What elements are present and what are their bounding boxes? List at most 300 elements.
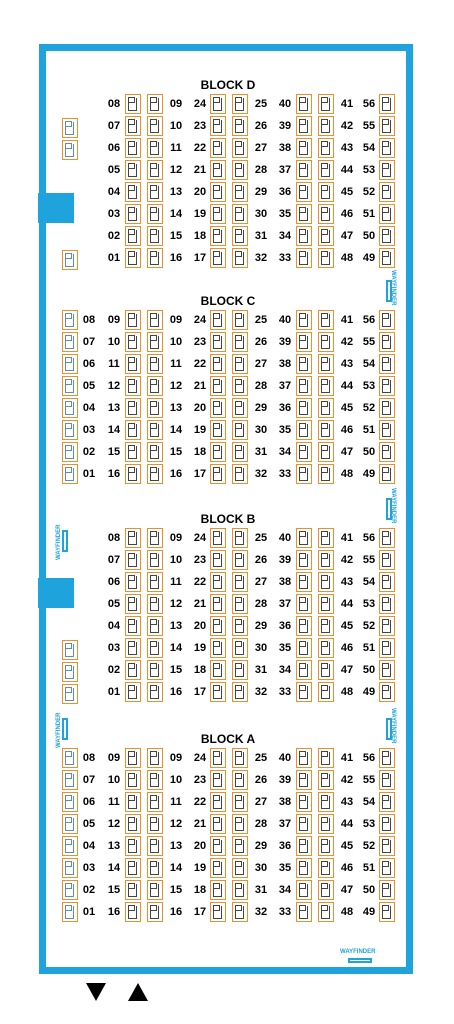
booth[interactable] bbox=[232, 616, 248, 636]
booth[interactable] bbox=[62, 792, 78, 812]
booth[interactable] bbox=[125, 836, 141, 856]
booth[interactable] bbox=[318, 880, 334, 900]
booth[interactable] bbox=[210, 770, 226, 790]
booth[interactable] bbox=[232, 182, 248, 202]
booth[interactable] bbox=[296, 748, 312, 768]
booth[interactable] bbox=[147, 638, 163, 658]
booth[interactable] bbox=[318, 528, 334, 548]
booth[interactable] bbox=[210, 792, 226, 812]
booth[interactable] bbox=[296, 902, 312, 922]
booth[interactable] bbox=[296, 682, 312, 702]
booth[interactable] bbox=[232, 332, 248, 352]
booth[interactable] bbox=[232, 442, 248, 462]
booth[interactable] bbox=[379, 160, 395, 180]
booth[interactable] bbox=[125, 748, 141, 768]
booth[interactable] bbox=[125, 442, 141, 462]
booth-icon bbox=[150, 796, 159, 809]
booth-number: 41 bbox=[340, 98, 354, 110]
booth[interactable] bbox=[232, 420, 248, 440]
booth-icon bbox=[65, 380, 74, 393]
booth[interactable] bbox=[210, 594, 226, 614]
booth[interactable] bbox=[125, 682, 141, 702]
booth[interactable] bbox=[147, 354, 163, 374]
booth[interactable] bbox=[232, 770, 248, 790]
booth[interactable] bbox=[232, 354, 248, 374]
booth[interactable] bbox=[125, 594, 141, 614]
booth[interactable] bbox=[379, 880, 395, 900]
booth-icon bbox=[213, 752, 222, 765]
booth[interactable] bbox=[296, 332, 312, 352]
booth[interactable] bbox=[232, 550, 248, 570]
booth[interactable] bbox=[296, 616, 312, 636]
booth[interactable] bbox=[232, 594, 248, 614]
booth[interactable] bbox=[62, 420, 78, 440]
booth[interactable] bbox=[210, 638, 226, 658]
booth[interactable] bbox=[232, 880, 248, 900]
booth[interactable] bbox=[296, 376, 312, 396]
wayfinder-label: WAYFINDER bbox=[56, 524, 62, 560]
booth[interactable] bbox=[318, 160, 334, 180]
booth-icon bbox=[128, 554, 137, 567]
booth[interactable] bbox=[125, 770, 141, 790]
booth-number: 11 bbox=[170, 796, 182, 808]
booth[interactable] bbox=[379, 248, 395, 268]
booth[interactable] bbox=[379, 660, 395, 680]
booth-icon bbox=[235, 906, 244, 919]
booth-number: 22 bbox=[193, 142, 207, 154]
booth-number: 14 bbox=[169, 642, 183, 654]
booth[interactable] bbox=[318, 550, 334, 570]
booth[interactable] bbox=[210, 814, 226, 834]
booth[interactable] bbox=[318, 638, 334, 658]
booth[interactable] bbox=[379, 226, 395, 246]
booth[interactable] bbox=[379, 572, 395, 592]
booth[interactable] bbox=[62, 880, 78, 900]
booth-icon bbox=[150, 380, 159, 393]
booth[interactable] bbox=[296, 464, 312, 484]
booth[interactable] bbox=[210, 660, 226, 680]
booth[interactable] bbox=[147, 836, 163, 856]
booth[interactable] bbox=[232, 660, 248, 680]
booth-icon bbox=[299, 576, 308, 589]
booth[interactable] bbox=[210, 616, 226, 636]
booth[interactable] bbox=[125, 182, 141, 202]
booth[interactable] bbox=[296, 792, 312, 812]
booth[interactable] bbox=[318, 748, 334, 768]
booth[interactable] bbox=[379, 792, 395, 812]
booth-number: 53 bbox=[362, 818, 376, 830]
booth[interactable] bbox=[147, 332, 163, 352]
booth[interactable] bbox=[379, 814, 395, 834]
booth[interactable] bbox=[232, 638, 248, 658]
booth[interactable] bbox=[62, 442, 78, 462]
booth[interactable] bbox=[125, 814, 141, 834]
booth[interactable] bbox=[296, 226, 312, 246]
booth[interactable] bbox=[232, 858, 248, 878]
booth[interactable] bbox=[210, 160, 226, 180]
booth[interactable] bbox=[318, 572, 334, 592]
booth-icon bbox=[299, 642, 308, 655]
booth[interactable] bbox=[210, 682, 226, 702]
booth[interactable] bbox=[296, 182, 312, 202]
booth-number: 56 bbox=[362, 752, 376, 764]
booth[interactable] bbox=[147, 616, 163, 636]
booth[interactable] bbox=[210, 138, 226, 158]
booth[interactable] bbox=[147, 204, 163, 224]
booth[interactable] bbox=[379, 94, 395, 114]
booth[interactable] bbox=[379, 182, 395, 202]
booth[interactable] bbox=[210, 464, 226, 484]
booth[interactable] bbox=[232, 792, 248, 812]
booth[interactable] bbox=[379, 682, 395, 702]
booth-number: 29 bbox=[254, 840, 268, 852]
booth[interactable] bbox=[232, 376, 248, 396]
booth[interactable] bbox=[296, 836, 312, 856]
booth[interactable] bbox=[379, 464, 395, 484]
booth[interactable] bbox=[147, 116, 163, 136]
booth[interactable] bbox=[147, 528, 163, 548]
booth[interactable] bbox=[62, 250, 78, 270]
booth[interactable] bbox=[296, 880, 312, 900]
booth[interactable] bbox=[147, 572, 163, 592]
booth-icon bbox=[150, 98, 159, 111]
booth[interactable] bbox=[232, 528, 248, 548]
booth[interactable] bbox=[379, 528, 395, 548]
booth[interactable] bbox=[125, 160, 141, 180]
booth[interactable] bbox=[318, 442, 334, 462]
booth-number: 54 bbox=[362, 358, 376, 370]
booth[interactable] bbox=[318, 902, 334, 922]
booth[interactable] bbox=[318, 770, 334, 790]
booth[interactable] bbox=[318, 332, 334, 352]
booth[interactable] bbox=[210, 858, 226, 878]
booth-number: 11 bbox=[108, 358, 120, 370]
booth[interactable] bbox=[210, 94, 226, 114]
booth[interactable] bbox=[125, 354, 141, 374]
booth[interactable] bbox=[125, 226, 141, 246]
booth[interactable] bbox=[125, 660, 141, 680]
booth[interactable] bbox=[210, 748, 226, 768]
booth[interactable] bbox=[379, 638, 395, 658]
booth-number: 21 bbox=[193, 598, 207, 610]
booth[interactable] bbox=[125, 332, 141, 352]
booth[interactable] bbox=[125, 528, 141, 548]
booth[interactable] bbox=[147, 138, 163, 158]
booth[interactable] bbox=[125, 550, 141, 570]
booth[interactable] bbox=[210, 248, 226, 268]
booth[interactable] bbox=[125, 138, 141, 158]
booth[interactable] bbox=[62, 858, 78, 878]
booth[interactable] bbox=[147, 464, 163, 484]
booth[interactable] bbox=[62, 770, 78, 790]
booth[interactable] bbox=[147, 442, 163, 462]
booth[interactable] bbox=[232, 572, 248, 592]
booth[interactable] bbox=[379, 858, 395, 878]
booth-number: 04 bbox=[107, 620, 121, 632]
booth[interactable] bbox=[62, 354, 78, 374]
booth-number: 42 bbox=[340, 336, 354, 348]
booth[interactable] bbox=[210, 226, 226, 246]
booth[interactable] bbox=[62, 464, 78, 484]
booth[interactable] bbox=[125, 248, 141, 268]
booth[interactable] bbox=[379, 594, 395, 614]
booth[interactable] bbox=[147, 550, 163, 570]
booth-number: 38 bbox=[278, 358, 292, 370]
booth-icon bbox=[382, 164, 391, 177]
booth[interactable] bbox=[125, 116, 141, 136]
booth[interactable] bbox=[318, 354, 334, 374]
booth[interactable] bbox=[296, 354, 312, 374]
booth-icon bbox=[299, 620, 308, 633]
booth[interactable] bbox=[125, 420, 141, 440]
booth[interactable] bbox=[379, 836, 395, 856]
booth[interactable] bbox=[232, 160, 248, 180]
booth[interactable] bbox=[296, 550, 312, 570]
booth-icon bbox=[235, 642, 244, 655]
booth[interactable] bbox=[232, 116, 248, 136]
booth[interactable] bbox=[147, 814, 163, 834]
booth[interactable] bbox=[125, 464, 141, 484]
booth[interactable] bbox=[296, 770, 312, 790]
booth[interactable] bbox=[379, 398, 395, 418]
booth[interactable] bbox=[379, 332, 395, 352]
booth[interactable] bbox=[318, 836, 334, 856]
booth[interactable] bbox=[210, 204, 226, 224]
booth[interactable] bbox=[210, 398, 226, 418]
booth[interactable] bbox=[210, 310, 226, 330]
booth[interactable] bbox=[318, 792, 334, 812]
booth-number: 28 bbox=[254, 164, 268, 176]
booth[interactable] bbox=[296, 442, 312, 462]
booth[interactable] bbox=[232, 836, 248, 856]
booth[interactable] bbox=[210, 902, 226, 922]
booth[interactable] bbox=[210, 836, 226, 856]
booth[interactable] bbox=[318, 464, 334, 484]
booth[interactable] bbox=[62, 684, 78, 704]
booth[interactable] bbox=[125, 376, 141, 396]
booth-icon bbox=[382, 142, 391, 155]
booth-number: 48 bbox=[340, 252, 354, 264]
booth[interactable] bbox=[147, 248, 163, 268]
booth[interactable] bbox=[210, 880, 226, 900]
booth[interactable] bbox=[147, 398, 163, 418]
booth[interactable] bbox=[318, 682, 334, 702]
booth[interactable] bbox=[232, 138, 248, 158]
booth-icon bbox=[382, 818, 391, 831]
booth[interactable] bbox=[296, 116, 312, 136]
booth[interactable] bbox=[62, 748, 78, 768]
booth[interactable] bbox=[232, 310, 248, 330]
booth[interactable] bbox=[296, 572, 312, 592]
booth-icon bbox=[65, 446, 74, 459]
booth[interactable] bbox=[62, 662, 78, 682]
booth[interactable] bbox=[232, 204, 248, 224]
booth[interactable] bbox=[147, 594, 163, 614]
booth-icon bbox=[235, 818, 244, 831]
booth[interactable] bbox=[296, 204, 312, 224]
booth[interactable] bbox=[210, 420, 226, 440]
booth[interactable] bbox=[379, 420, 395, 440]
booth[interactable] bbox=[232, 226, 248, 246]
booth-icon bbox=[128, 314, 137, 327]
booth[interactable] bbox=[232, 748, 248, 768]
booth[interactable] bbox=[296, 660, 312, 680]
booth[interactable] bbox=[379, 748, 395, 768]
booth[interactable] bbox=[210, 116, 226, 136]
booth[interactable] bbox=[318, 310, 334, 330]
booth-icon bbox=[65, 796, 74, 809]
booth[interactable] bbox=[125, 880, 141, 900]
booth[interactable] bbox=[296, 160, 312, 180]
booth[interactable] bbox=[296, 858, 312, 878]
booth[interactable] bbox=[62, 398, 78, 418]
booth[interactable] bbox=[318, 138, 334, 158]
booth[interactable] bbox=[296, 638, 312, 658]
booth[interactable] bbox=[318, 248, 334, 268]
booth[interactable] bbox=[296, 420, 312, 440]
booth[interactable] bbox=[232, 94, 248, 114]
booth[interactable] bbox=[232, 902, 248, 922]
booth[interactable] bbox=[379, 310, 395, 330]
booth[interactable] bbox=[379, 616, 395, 636]
booth[interactable] bbox=[318, 376, 334, 396]
booth[interactable] bbox=[147, 420, 163, 440]
block-title: BLOCK C bbox=[200, 294, 256, 308]
booth[interactable] bbox=[147, 660, 163, 680]
booth[interactable] bbox=[379, 770, 395, 790]
booth-icon bbox=[321, 446, 330, 459]
booth-icon bbox=[299, 380, 308, 393]
booth[interactable] bbox=[379, 204, 395, 224]
booth[interactable] bbox=[125, 616, 141, 636]
booth[interactable] bbox=[147, 310, 163, 330]
booth[interactable] bbox=[147, 792, 163, 812]
booth[interactable] bbox=[296, 528, 312, 548]
booth[interactable] bbox=[318, 226, 334, 246]
booth[interactable] bbox=[125, 572, 141, 592]
booth[interactable] bbox=[125, 902, 141, 922]
booth[interactable] bbox=[210, 376, 226, 396]
booth[interactable] bbox=[147, 858, 163, 878]
booth[interactable] bbox=[210, 332, 226, 352]
booth[interactable] bbox=[379, 376, 395, 396]
booth[interactable] bbox=[379, 116, 395, 136]
booth-number: 09 bbox=[107, 752, 121, 764]
booth-number: 33 bbox=[278, 686, 292, 698]
booth[interactable] bbox=[147, 160, 163, 180]
booth-icon bbox=[213, 358, 222, 371]
booth[interactable] bbox=[318, 858, 334, 878]
booth[interactable] bbox=[379, 902, 395, 922]
booth[interactable] bbox=[147, 682, 163, 702]
booth-number: 18 bbox=[193, 446, 207, 458]
booth[interactable] bbox=[232, 464, 248, 484]
booth[interactable] bbox=[379, 550, 395, 570]
booth[interactable] bbox=[318, 182, 334, 202]
booth[interactable] bbox=[379, 442, 395, 462]
booth[interactable] bbox=[232, 814, 248, 834]
booth[interactable] bbox=[125, 858, 141, 878]
booth-icon bbox=[213, 840, 222, 853]
booth[interactable] bbox=[296, 248, 312, 268]
booth[interactable] bbox=[125, 310, 141, 330]
booth[interactable] bbox=[62, 118, 78, 138]
booth[interactable] bbox=[210, 572, 226, 592]
booth-number: 17 bbox=[193, 252, 207, 264]
booth[interactable] bbox=[318, 814, 334, 834]
booth[interactable] bbox=[147, 376, 163, 396]
booth[interactable] bbox=[147, 748, 163, 768]
booth[interactable] bbox=[147, 182, 163, 202]
booth-icon bbox=[213, 884, 222, 897]
booth-icon bbox=[321, 686, 330, 699]
booth[interactable] bbox=[62, 332, 78, 352]
booth[interactable] bbox=[232, 398, 248, 418]
booth[interactable] bbox=[147, 94, 163, 114]
booth[interactable] bbox=[62, 814, 78, 834]
booth[interactable] bbox=[296, 814, 312, 834]
booth[interactable] bbox=[147, 226, 163, 246]
booth[interactable] bbox=[147, 770, 163, 790]
booth[interactable] bbox=[210, 442, 226, 462]
booth[interactable] bbox=[125, 94, 141, 114]
booth-icon bbox=[321, 818, 330, 831]
booth[interactable] bbox=[379, 138, 395, 158]
booth-icon bbox=[128, 208, 137, 221]
booth[interactable] bbox=[296, 398, 312, 418]
booth[interactable] bbox=[318, 94, 334, 114]
booth[interactable] bbox=[318, 594, 334, 614]
booth[interactable] bbox=[210, 528, 226, 548]
booth[interactable] bbox=[318, 398, 334, 418]
booth[interactable] bbox=[147, 902, 163, 922]
booth[interactable] bbox=[296, 594, 312, 614]
booth[interactable] bbox=[232, 682, 248, 702]
booth[interactable] bbox=[318, 660, 334, 680]
booth[interactable] bbox=[125, 638, 141, 658]
booth-number: 42 bbox=[340, 554, 354, 566]
booth[interactable] bbox=[147, 880, 163, 900]
booth[interactable] bbox=[210, 354, 226, 374]
booth-icon bbox=[299, 468, 308, 481]
booth[interactable] bbox=[62, 640, 78, 660]
booth[interactable] bbox=[125, 204, 141, 224]
booth-icon bbox=[150, 840, 159, 853]
booth[interactable] bbox=[318, 616, 334, 636]
booth[interactable] bbox=[232, 248, 248, 268]
booth[interactable] bbox=[62, 902, 78, 922]
booth[interactable] bbox=[62, 376, 78, 396]
booth[interactable] bbox=[62, 836, 78, 856]
booth[interactable] bbox=[210, 182, 226, 202]
booth[interactable] bbox=[62, 310, 78, 330]
booth[interactable] bbox=[318, 420, 334, 440]
booth-icon bbox=[213, 796, 222, 809]
booth-icon bbox=[150, 818, 159, 831]
booth[interactable] bbox=[296, 138, 312, 158]
booth[interactable] bbox=[318, 204, 334, 224]
booth-icon bbox=[213, 686, 222, 699]
booth[interactable] bbox=[379, 354, 395, 374]
booth[interactable] bbox=[62, 140, 78, 160]
booth[interactable] bbox=[125, 398, 141, 418]
booth-icon bbox=[150, 186, 159, 199]
booth[interactable] bbox=[318, 116, 334, 136]
booth[interactable] bbox=[296, 94, 312, 114]
booth[interactable] bbox=[296, 310, 312, 330]
booth[interactable] bbox=[210, 550, 226, 570]
booth[interactable] bbox=[125, 792, 141, 812]
